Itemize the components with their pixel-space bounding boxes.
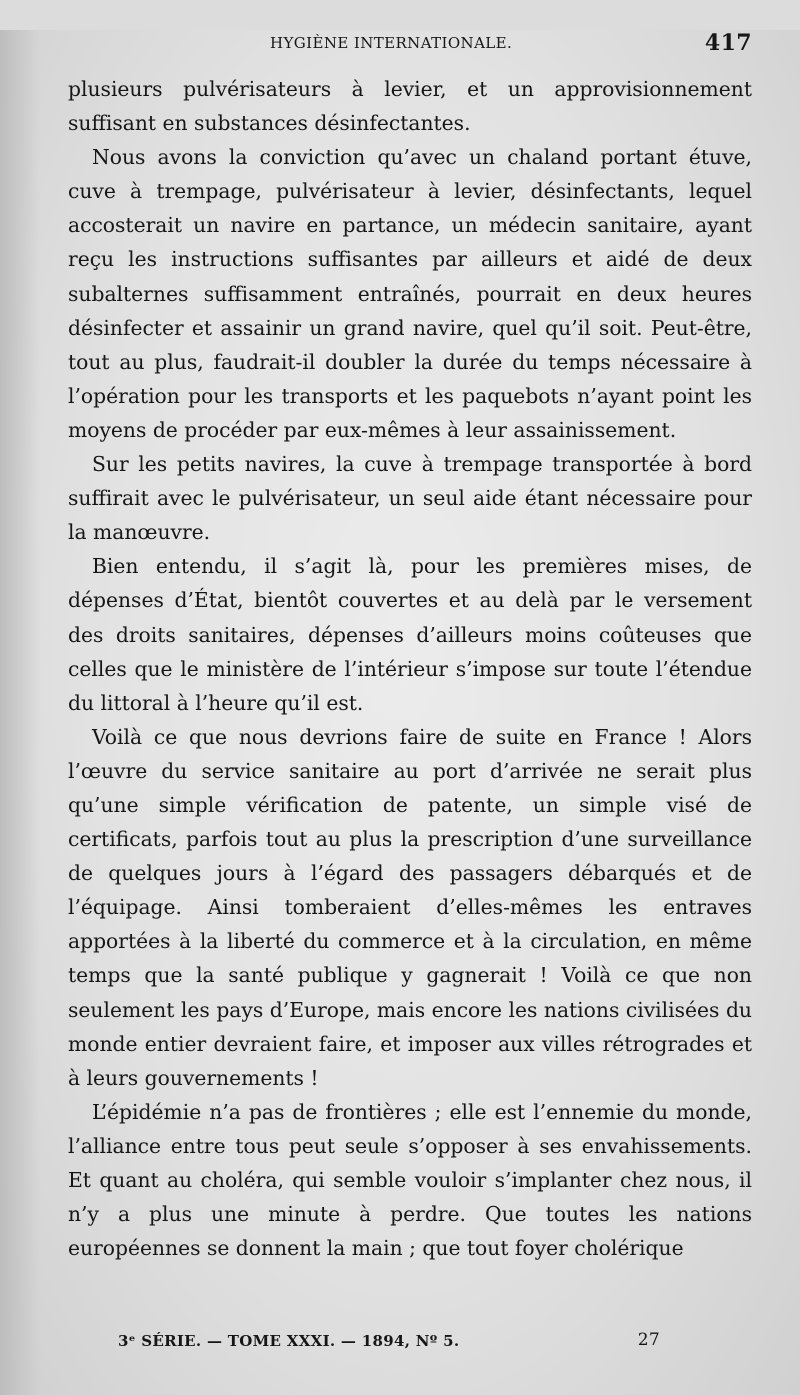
page-number: 417 bbox=[704, 30, 752, 56]
paragraph: Nous avons la conviction qu’avec un chaland portant étuve, cuve à trempage, pulvérisateur à levier, désinfectants, lequel accosterait un navire en partance, un médecin sanitaire, ayant reçu les instructions suffisantes par ailleurs et aidé de deux subalternes suffisamment entraînés, pourrait en deux heures désinfecter et assainir un grand navire, quel qu’il soit. Peut-être, tout au plus, faudrait-il doubler la durée du temps nécessaire à l’opération pour les transports et les paquebots n’ayant point les moyens de procéder par eux-mêmes à leur assainissement. bbox=[68, 145, 752, 442]
paragraph: Voilà ce que nous devrions faire de suite en France ! Alors l’œuvre du service sanitaire au port d’arrivée ne serait plus qu’une simple vérification de patente, un simple visé de certificats, parfois tout au plus la prescription d’une surveillance de quelques jours à l’égard des passagers débarqués et de l’équipage. Ainsi tomberaient d’elles-mêmes les entraves apportées à la liberté du commerce et à la circulation, en même temps que la santé publique y gagnerait ! Voilà ce que non seulement les pays d’Europe, mais encore les nations civilisées du monde entier devraient faire, et imposer aux villes rétrogrades et à leurs gouvernements ! bbox=[68, 724, 752, 1090]
paragraph: Bien entendu, il s’agit là, pour les premières mises, de dépenses d’État, bientôt couvertes et au delà par le versement des droits sanitaires, dépenses d’ailleurs moins coûteuses que celles que le ministère de l’intérieur s’impose sur toute l’étendue du littoral à l’heure qu’il est. bbox=[68, 554, 752, 715]
series-info: 3ᵉ SÉRIE. — TOME XXXI. — 1894, Nº 5. bbox=[118, 1332, 460, 1350]
running-head bbox=[68, 30, 752, 60]
signature-mark: 27 bbox=[637, 1330, 660, 1350]
book-page bbox=[0, 30, 800, 1395]
paragraph: Sur les petits navires, la cuve à trempage transportée à bord suffirait avec le pulvérisateur, un seul aide étant nécessaire pour la manœuvre. bbox=[68, 452, 752, 545]
paragraph: L’épidémie n’a pas de frontières ; elle est l’ennemie du monde, l’alliance entre tous peut seule s’opposer à ses envahissements. Et quant au choléra, qui semble vouloir s’implanter chez nous, il n’y a plus une minute à perdre. Que toutes les nations européennes se donnent la main ; que tout foyer cholérique bbox=[68, 1099, 752, 1261]
body-text bbox=[68, 72, 752, 1265]
running-title: HYGIÈNE INTERNATIONALE. bbox=[270, 34, 513, 52]
paragraph: plusieurs pulvérisateurs à levier, et un approvisionnement suffisant en substances désinfectantes. bbox=[68, 77, 752, 136]
